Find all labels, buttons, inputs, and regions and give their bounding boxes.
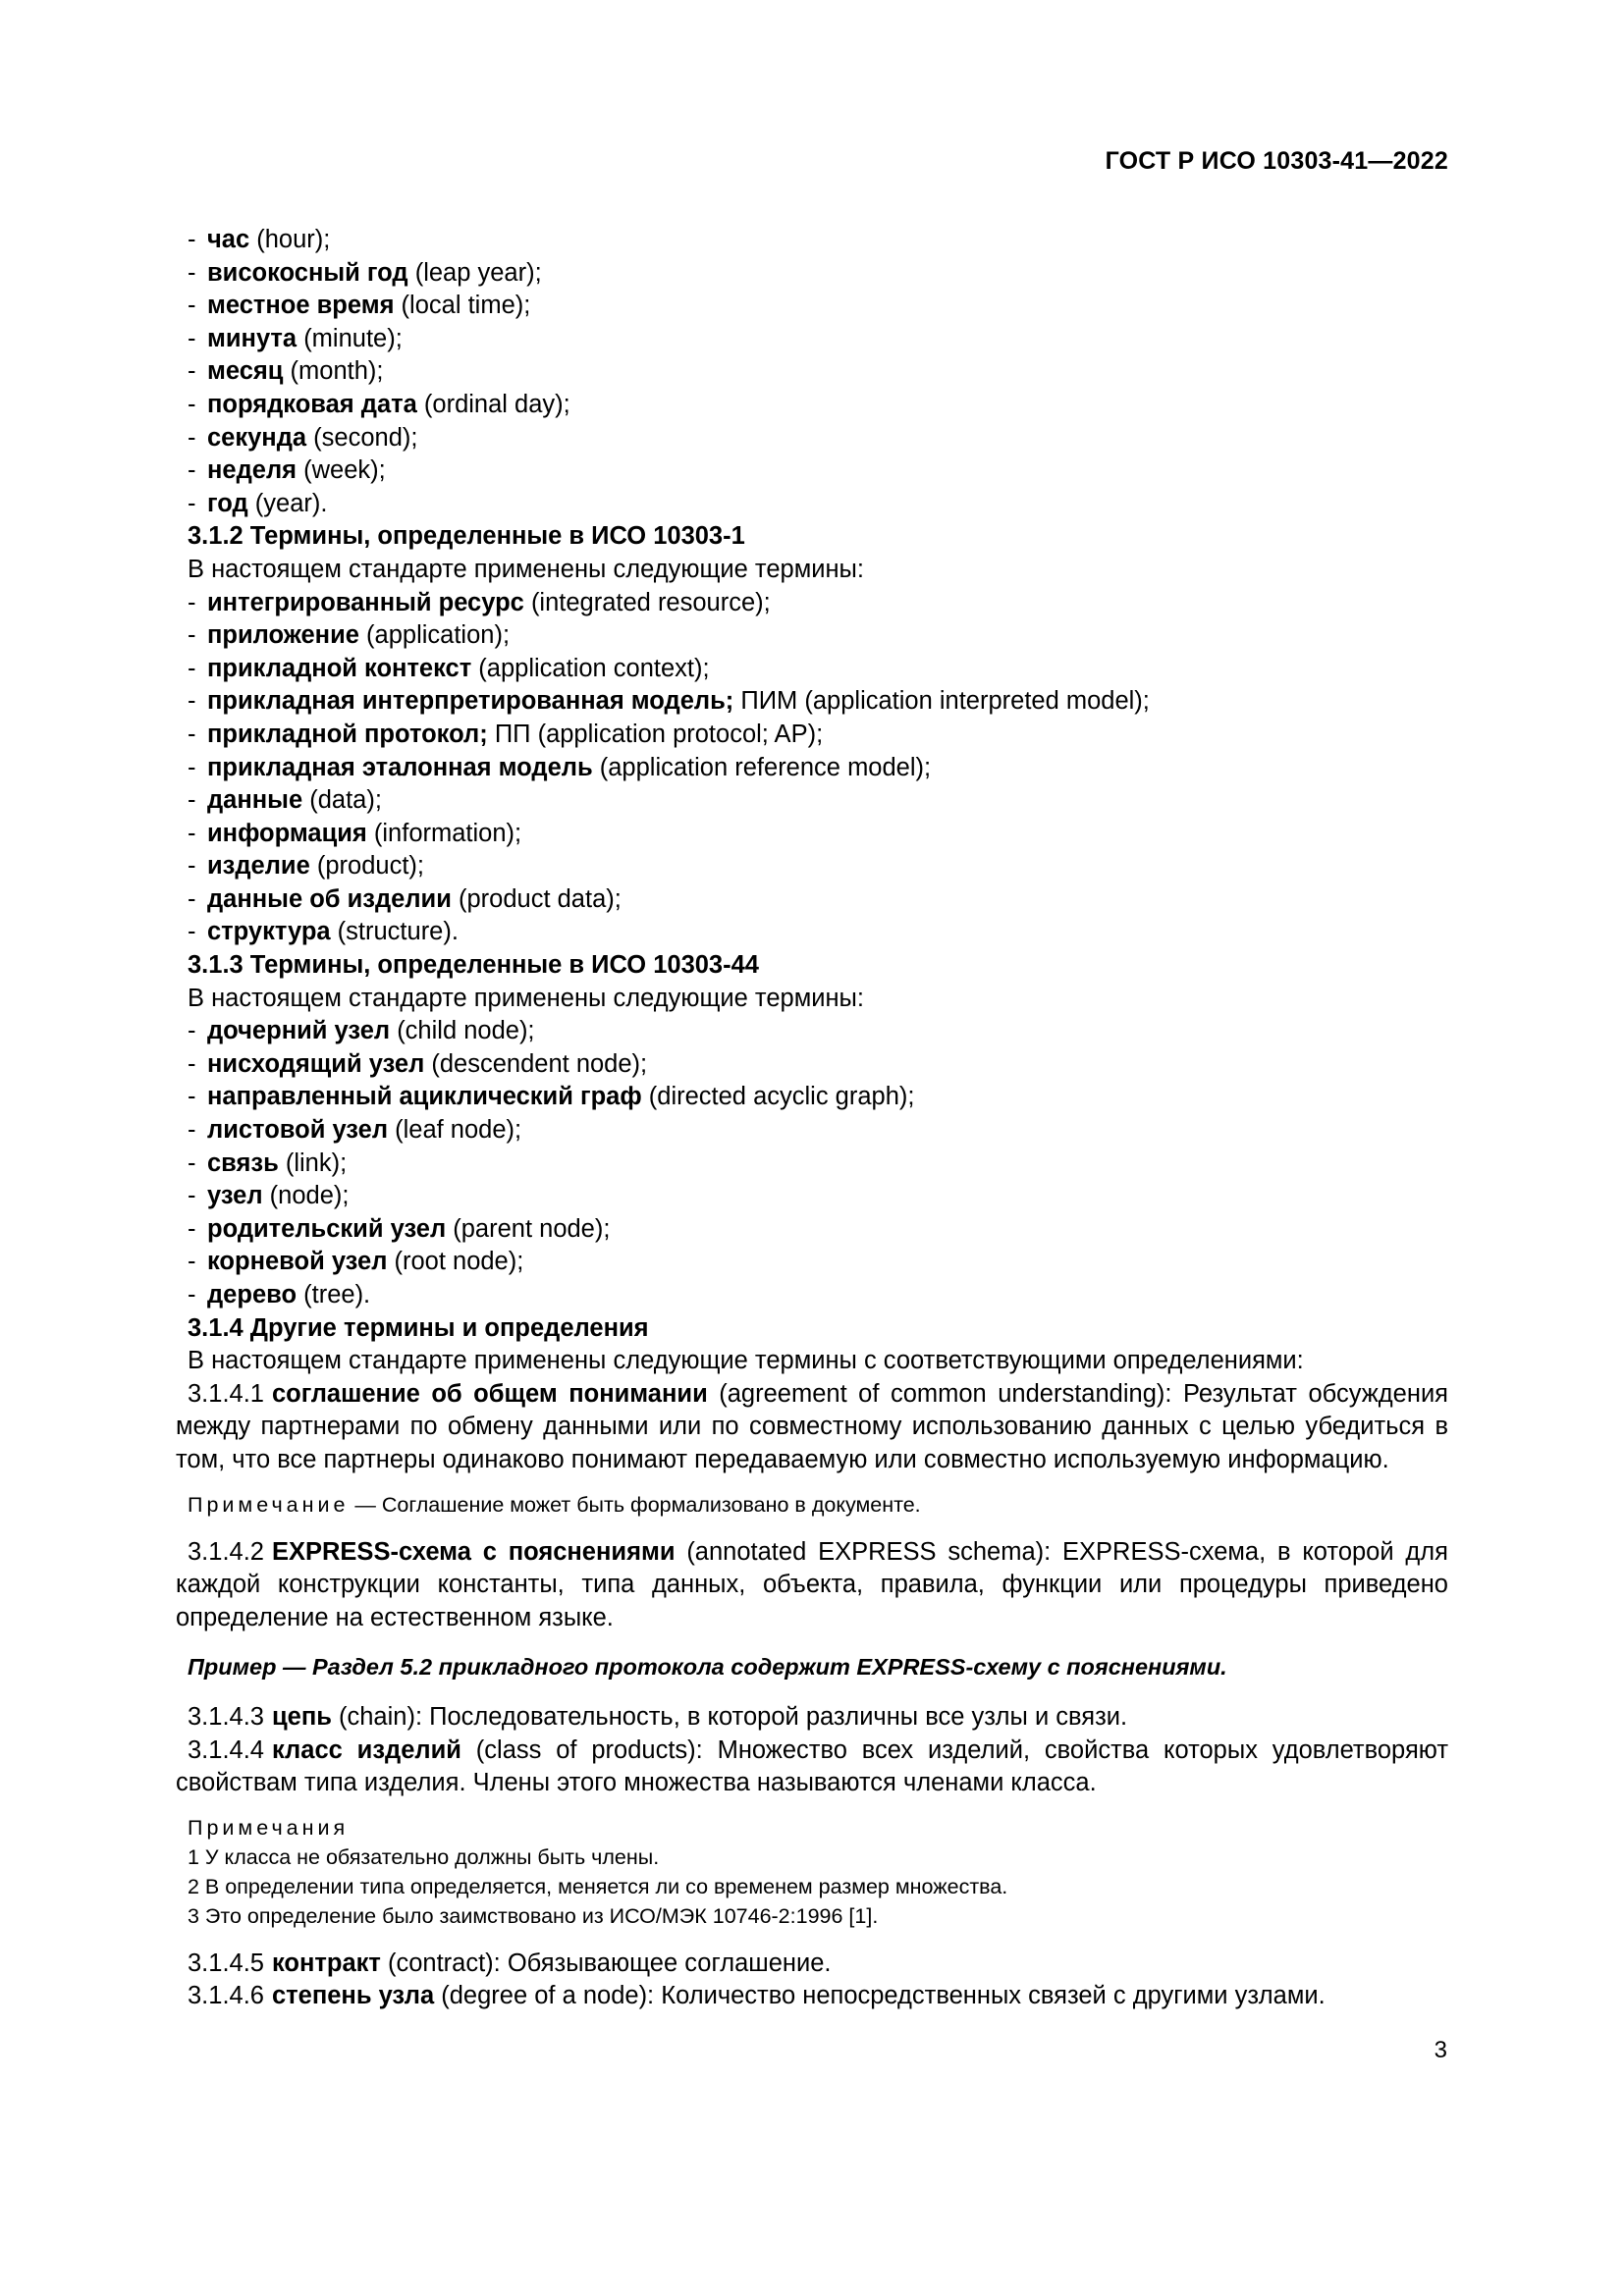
definition-number: 3.1.4.5 — [188, 1949, 264, 1977]
list-item: - изделие (product); — [188, 852, 424, 881]
note-item: 3 Это определение было заимствовано из ИСО/МЭК 10746-2:1996 [1]. — [188, 1903, 879, 1928]
term-english: (application); — [358, 621, 511, 650]
section-3-1-3-heading: 3.1.3 Термины, определенные в ИСО 10303-44 — [188, 951, 759, 980]
definition-3-1-4-1 — [176, 1378, 1448, 1477]
definition-term: EXPRESS-схема с пояснениями — [271, 1537, 676, 1566]
term-english: (tree). — [297, 1281, 371, 1308]
page-number: 3 — [1434, 2037, 1447, 2063]
term-english: (second); — [306, 423, 418, 452]
definition-term: контракт — [271, 1949, 381, 1977]
list-item: - связь (link); — [188, 1148, 348, 1177]
term: данные — [207, 786, 303, 815]
term: информация — [207, 819, 367, 847]
definition-term: цепь — [271, 1702, 332, 1731]
term-english: (application reference model); — [592, 753, 932, 781]
list-item: - дерево (tree). — [188, 1281, 371, 1308]
note-item: 2 В определении типа определяется, меняется ли со временем размер множества. — [188, 1874, 1008, 1898]
list-item: - нисходящий узел (descendent node); — [188, 1049, 648, 1078]
list-item: - приложение (application); — [188, 621, 511, 650]
term-english: (minute); — [297, 324, 403, 352]
term-english: (local time); — [394, 292, 531, 320]
term: нисходящий узел — [207, 1049, 425, 1078]
term: секунда — [207, 423, 307, 452]
definition-3-1-4-6 — [176, 1980, 1448, 2013]
term: прикладная эталонная модель — [207, 753, 593, 781]
list-item: - прикладной протокол; ПП (application protocol; AP); — [188, 720, 824, 748]
term: изделие — [207, 852, 310, 881]
list-item: - листовой узел (leaf node); — [188, 1116, 522, 1145]
term: интегрированный ресурс — [207, 588, 524, 616]
list-item: - минута (minute); — [188, 324, 403, 352]
definition-number: 3.1.4.2 — [188, 1537, 264, 1566]
term-english: (product data); — [451, 884, 622, 913]
definition-text: (chain): Последовательность, в которой различны все узлы и связи. — [331, 1702, 1128, 1731]
term: родительский узел — [207, 1214, 447, 1243]
standard-code-header: ГОСТ Р ИСО 10303-41—2022 — [1105, 147, 1448, 175]
definition-3-1-4-4 — [176, 1735, 1448, 1800]
term-english: (descendent node); — [424, 1049, 648, 1078]
definition-text: (class of products): Множество всех изделий, свойства которых удовлетворяют свойствам типа изделия. Члены этого множества называются членами класса. — [176, 1735, 1448, 1797]
section-3-1-2-terms-list — [176, 587, 1448, 950]
term: неделя — [207, 456, 298, 485]
term-english: (application context); — [471, 654, 710, 682]
list-item: - неделя (week); — [188, 456, 386, 485]
definition-number: 3.1.4.6 — [188, 1982, 264, 2010]
definition-term: класс изделий — [271, 1735, 461, 1764]
list-item: - дочерний узел (child node); — [188, 1017, 535, 1045]
term: прикладная интерпретированная модель; — [207, 687, 734, 716]
term-english: (structure). — [330, 918, 459, 946]
term: прикладной контекст — [207, 654, 472, 682]
note-3-1-4-1 — [176, 1490, 1448, 1520]
list-item: - информация (information); — [188, 819, 522, 847]
note-item: 1 У класса не обязательно должны быть члены. — [188, 1844, 660, 1869]
list-item: - прикладная эталонная модель (application reference model); — [188, 753, 932, 781]
definition-text: (degree of a node): Количество непосредственных связей с другими узлами. — [434, 1982, 1326, 2010]
list-item: - данные (data); — [188, 786, 382, 815]
term-english: (year). — [247, 489, 328, 517]
term-english: (month); — [283, 357, 384, 386]
term-english: (child node); — [390, 1017, 535, 1045]
term-english: (leaf node); — [388, 1116, 522, 1145]
list-item: - год (year). — [188, 489, 328, 517]
definition-term: соглашение об общем понимании — [271, 1379, 708, 1408]
list-item: - порядковая дата (ordinal day); — [188, 390, 570, 418]
term-english: (root node); — [387, 1248, 524, 1276]
list-item: - узел (node); — [188, 1182, 350, 1210]
term: местное время — [207, 292, 395, 320]
term-english: ПИМ (application interpreted model); — [733, 687, 1150, 716]
term: дерево — [207, 1281, 298, 1308]
term-english: (link); — [278, 1148, 348, 1177]
list-item: - секунда (second); — [188, 423, 418, 452]
note-label: Примечание — [188, 1492, 350, 1517]
list-item: - интегрированный ресурс (integrated resource); — [188, 588, 771, 616]
term: год — [207, 489, 248, 517]
term-english: (node); — [262, 1182, 350, 1210]
term-english: (hour); — [249, 226, 331, 253]
section-3-1-2-heading: 3.1.2 Термины, определенные в ИСО 10303-1 — [188, 522, 745, 551]
definition-text: (agreement of common understanding): Результат обсуждения между партнерами по обмену данными или по совместному использованию данных с целью убедиться в том, что все партнеры одинаково понимают передаваемую или совместно используемую информацию. — [176, 1379, 1448, 1473]
list-item: - корневой узел (root node); — [188, 1248, 524, 1276]
term: узел — [207, 1182, 263, 1210]
section-3-1-3-terms-list — [176, 1015, 1448, 1311]
term-english: (information); — [366, 819, 522, 847]
list-item: - прикладная интерпретированная модель; ПИМ (application interpreted model); — [188, 687, 1150, 716]
term: месяц — [207, 357, 284, 386]
term-english: ПП (application protocol; AP); — [487, 720, 824, 748]
term: корневой узел — [207, 1248, 388, 1276]
definition-3-1-4-5 — [176, 1948, 1448, 1981]
term-english: (leap year); — [407, 258, 542, 287]
section-3-1-4-heading: 3.1.4 Другие термины и определения — [188, 1313, 649, 1342]
list-item: - местное время (local time); — [188, 292, 531, 320]
term: листовой узел — [207, 1116, 389, 1145]
term-english: (integrated resource); — [523, 588, 771, 616]
note-text: — Соглашение может быть формализовано в документе. — [349, 1492, 921, 1517]
definition-number: 3.1.4.4 — [188, 1735, 264, 1764]
definition-term: степень узла — [271, 1982, 435, 2010]
term: связь — [207, 1148, 279, 1177]
list-item: - прикладной контекст (application context); — [188, 654, 710, 682]
definition-text: (contract): Обязывающее соглашение. — [380, 1949, 832, 1977]
definition-number: 3.1.4.3 — [188, 1702, 264, 1731]
definition-3-1-4-2 — [176, 1536, 1448, 1635]
definition-3-1-4-3 — [176, 1701, 1448, 1735]
definition-text: (annotated EXPRESS schema): EXPRESS-схема, в которой для каждой конструкции константы, типа данных, объекта, правила, функции или процедуры приведено определение на естественном языке. — [176, 1537, 1448, 1631]
list-item: - месяц (month); — [188, 357, 384, 386]
term: данные об изделии — [207, 884, 452, 913]
term: порядковая дата — [207, 390, 417, 418]
section-3-1-4-intro: В настоящем стандарте применены следующие термины с соответствующими определениями: — [188, 1347, 1304, 1375]
list-item: - родительский узел (parent node); — [188, 1214, 611, 1243]
term-english: (data); — [302, 786, 382, 815]
term: прикладной протокол; — [207, 720, 488, 748]
list-item: - направленный ациклический граф (directed acyclic graph); — [188, 1083, 915, 1111]
list-item: - час (hour); — [188, 226, 331, 253]
list-item: - данные об изделии (product data); — [188, 884, 622, 913]
term: високосный год — [207, 258, 408, 287]
time-terms-list — [176, 224, 1448, 520]
term-english: (week); — [297, 456, 386, 485]
term: приложение — [207, 621, 359, 650]
notes-3-1-4-4 — [176, 1813, 1448, 1931]
term-english: (product); — [309, 852, 424, 881]
term-english: (parent node); — [446, 1214, 611, 1243]
term: дочерний узел — [207, 1017, 391, 1045]
term: минута — [207, 324, 298, 352]
term: структура — [207, 918, 331, 946]
section-3-1-2-intro: В настоящем стандарте применены следующие термины: — [188, 555, 864, 583]
list-item: - структура (structure). — [188, 918, 459, 946]
example-3-1-4-2: Пример — Раздел 5.2 прикладного протокола содержит EXPRESS-схему с пояснениями. — [188, 1654, 1227, 1681]
term-english: (ordinal day); — [416, 390, 570, 418]
section-3-1-3-intro: В настоящем стандарте применены следующие термины: — [188, 984, 864, 1012]
term: час — [207, 226, 250, 253]
list-item: - високосный год (leap year); — [188, 258, 542, 287]
term: направленный ациклический граф — [207, 1083, 642, 1111]
term-english: (directed acyclic graph); — [641, 1083, 915, 1111]
notes-label: Примечания — [188, 1815, 350, 1840]
page-content — [176, 224, 1448, 2013]
definition-number: 3.1.4.1 — [188, 1379, 264, 1408]
